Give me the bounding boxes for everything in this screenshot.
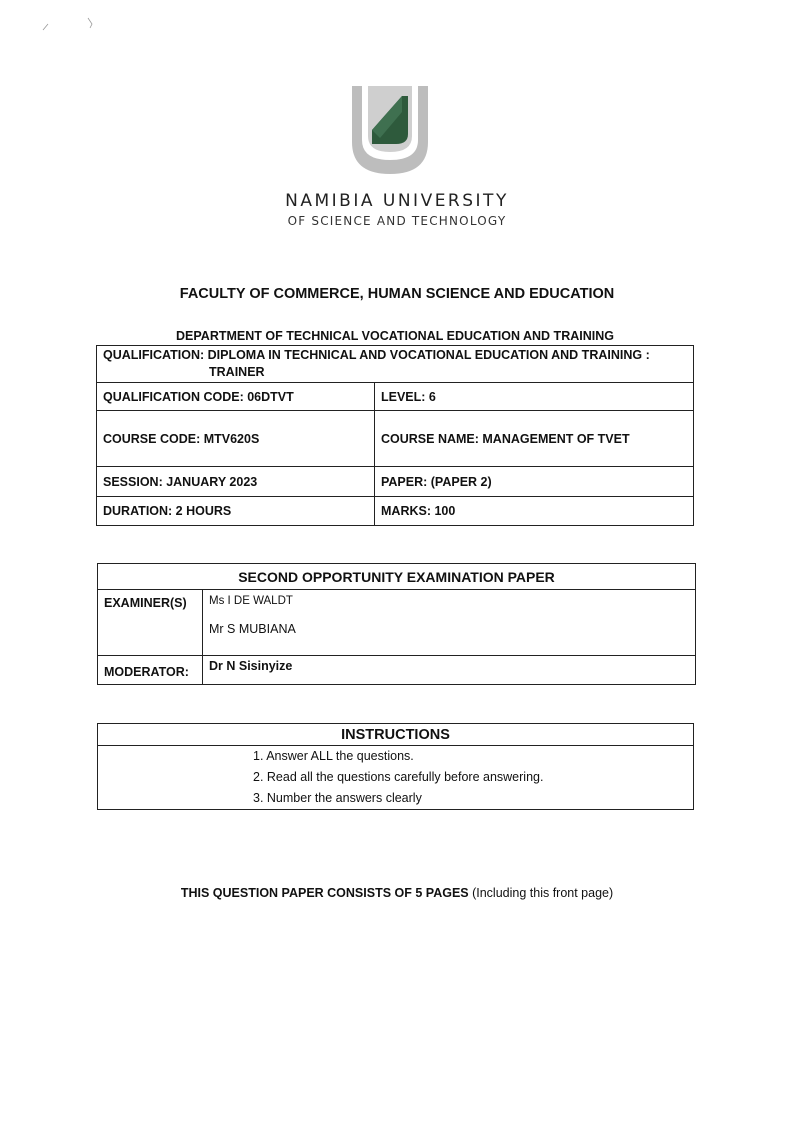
department-heading: DEPARTMENT OF TECHNICAL VOCATIONAL EDUCATION AND TRAINING (176, 329, 614, 343)
examiners-cell (203, 590, 696, 656)
university-subtitle: OF SCIENCE AND TECHNOLOGY (287, 214, 507, 228)
page-count-bold: THIS QUESTION PAPER CONSISTS OF 5 PAGES (180, 886, 469, 900)
examiner-1: Ms I DE WALDT (209, 595, 293, 607)
examiner-2: Mr S MUBIANA (209, 622, 296, 636)
duration-cell: DURATION: 2 HOURS (97, 497, 375, 526)
level-cell: LEVEL: 6 (375, 383, 694, 411)
course-name-cell: COURSE NAME: MANAGEMENT OF TVET (375, 411, 694, 467)
instructions-body (98, 746, 694, 810)
qualification-line2: TRAINER (209, 365, 265, 379)
instructions-list (98, 746, 693, 809)
instruction-item: 1. Answer ALL the questions. (253, 749, 414, 763)
qualification-cell (97, 346, 694, 383)
examination-table (97, 563, 696, 685)
session-cell: SESSION: JANUARY 2023 (97, 467, 375, 497)
page-count-normal: (Including this front page) (468, 886, 614, 900)
pen-mark-scribble (40, 14, 100, 34)
exam-heading: SECOND OPPORTUNITY EXAMINATION PAPER (98, 564, 696, 590)
examiners-label: EXAMINER(S) (98, 590, 203, 656)
qualification-table (96, 345, 694, 526)
instruction-item: 2. Read all the questions carefully before answering. (253, 770, 544, 784)
faculty-heading: FACULTY OF COMMERCE, HUMAN SCIENCE AND EDUCATION (179, 286, 615, 302)
moderator-label: MODERATOR: (98, 656, 203, 685)
instruction-item: 3. Number the answers clearly (253, 791, 422, 805)
course-code-cell: COURSE CODE: MTV620S (97, 411, 375, 467)
moderator-name: Dr N Sisinyize (203, 656, 696, 685)
instructions-heading: INSTRUCTIONS (98, 724, 694, 746)
university-name: NAMIBIA UNIVERSITY (285, 191, 509, 211)
qualification-code-cell: QUALIFICATION CODE: 06DTVT (97, 383, 375, 411)
marks-cell: MARKS: 100 (375, 497, 694, 526)
instructions-table (97, 723, 694, 810)
page-count-note (0, 886, 794, 900)
paper-cell: PAPER: (PAPER 2) (375, 467, 694, 497)
university-logo (346, 82, 434, 178)
qualification-line1: QUALIFICATION: DIPLOMA IN TECHNICAL AND VOCATIONAL EDUCATION AND TRAINING : (103, 348, 650, 362)
